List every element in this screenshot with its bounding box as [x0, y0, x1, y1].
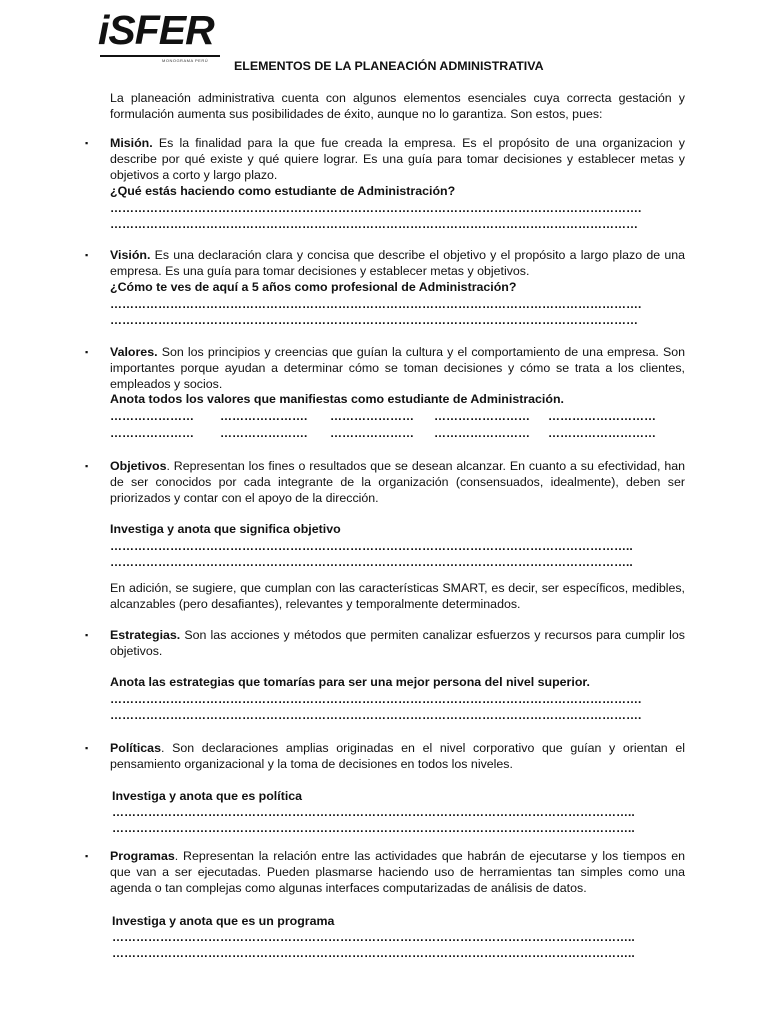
vision-description: Es una declaración clara y concisa que describe el objetivo y el propósito a largo plazo de una empresa. Es una guía para tomar decisiones y establecer metas y objetivos. [110, 248, 685, 278]
politicas-answer-line-2: ………………………………………………………………………………………………………………….. [112, 821, 635, 835]
valores-blank: …………………. [220, 426, 308, 440]
bullet-programas: ▪ [85, 851, 89, 861]
valores-question: Anota todos los valores que manifiestas como estudiante de Administración. [110, 392, 564, 406]
programas-description: . Representan la relación entre las actividades que habrán de ejecutarse y los tiempos en que van a ser ejecutadas. Pueden plasmarse haciendo uso de herramientas tan simples como una agenda o tan complejas como algunas interfaces computarizadas de análisis de datos. [110, 849, 685, 895]
logo-wordmark: iSFER [98, 7, 214, 53]
section-valores [110, 344, 685, 392]
valores-blank: ……………………… [548, 409, 656, 423]
valores-description: Son los principios y creencias que guían la cultura y el comportamiento de una empresa. Son importantes porque ayudan a determinar cómo se toman decisiones y cómo se trata a los clientes, empleados y socios. [110, 345, 685, 391]
document-title: ELEMENTOS DE LA PLANEACIÓN ADMINISTRATIVA [234, 59, 544, 73]
programas-question: Investiga y anota que es un programa [112, 914, 335, 928]
estrategias-answer-line-2: ……………………………………………………………………………………………………………………. [110, 708, 642, 722]
valores-blank: …………………… [434, 409, 530, 423]
bullet-mision: ▪ [85, 138, 89, 148]
objetivos-term: Objetivos [110, 459, 167, 473]
valores-blank: …………………… [434, 426, 530, 440]
mision-answer-line-2: …………………………………………………………………………………………………………………… [110, 217, 638, 231]
section-objetivos [110, 458, 685, 506]
mision-answer-line-1: ……………………………………………………………………………………………………………………. [110, 201, 642, 215]
politicas-term: Políticas [110, 741, 161, 755]
objetivos-description: . Representan los fines o resultados que se desean alcanzar. En cuanto a su efectividad, han de ser conocidos por cada integrante de la organización (consensuados, idealmente), deben ser priorizados y contar con el apoyo de la dirección. [110, 459, 685, 505]
vision-answer-line-1: ……………………………………………………………………………………………………………………. [110, 297, 642, 311]
politicas-description: . Son declaraciones amplias originadas en el nivel corporativo que guían y orientan el pensamiento organizacional y la toma de decisiones en todos los niveles. [110, 741, 685, 771]
mision-description: Es la finalidad para la que fue creada la empresa. Es el propósito de una organizacion y describe por qué existe y qué quiere lograr. Es una guía para tomar decisiones y establecer metas y objetivos a corto y largo plazo. [110, 136, 685, 182]
objetivos-question: Investiga y anota que significa objetivo [110, 522, 341, 536]
estrategias-question: Anota las estrategias que tomarías para ser una mejor persona del nivel superior. [110, 675, 590, 689]
valores-blank: ………………… [110, 426, 194, 440]
vision-term: Visión. [110, 248, 151, 262]
politicas-question: Investiga y anota que es política [112, 789, 303, 803]
valores-blank: ………………… [330, 426, 414, 440]
valores-blank: ………………… [330, 409, 414, 423]
programas-answer-line-2: ………………………………………………………………………………………………………………….. [112, 946, 635, 960]
estrategias-term: Estrategias. [110, 628, 181, 642]
mision-question: ¿Qué estás haciendo como estudiante de Administración? [110, 184, 456, 198]
section-mision [110, 135, 685, 183]
logo-underline [100, 55, 220, 57]
valores-blank: ………………… [110, 409, 194, 423]
programas-answer-line-1: ………………………………………………………………………………………………………………….. [112, 930, 635, 944]
politicas-answer-line-1: ………………………………………………………………………………………………………………….. [112, 805, 635, 819]
bullet-vision: ▪ [85, 250, 89, 260]
valores-term: Valores. [110, 345, 158, 359]
vision-answer-line-2: …………………………………………………………………………………………………………………… [110, 313, 638, 327]
section-vision [110, 247, 685, 279]
objetivos-answer-line-2: ………………………………………………………………………………………………………………….. [110, 555, 633, 569]
intro-paragraph: La planeación administrativa cuenta con algunos elementos esenciales cuya correcta gestación y formulación aumenta sus posibilidades de éxito, aunque no lo garantiza. Son estos, pues: [110, 91, 685, 121]
bullet-estrategias: ▪ [85, 630, 89, 640]
estrategias-answer-line-1: ……………………………………………………………………………………………………………………. [110, 692, 642, 706]
estrategias-description: Son las acciones y métodos que permiten canalizar esfuerzos y recursos para cumplir los objetivos. [110, 628, 685, 658]
isfer-logo [98, 7, 222, 63]
bullet-valores: ▪ [85, 347, 89, 357]
objetivos-smart-note: En adición, se sugiere, que cumplan con las características SMART, es decir, ser específicos, medibles, alcanzables (pero desafiantes), relevantes y temporalmente determinados. [110, 581, 685, 611]
section-politicas [110, 740, 685, 772]
bullet-politicas: ▪ [85, 743, 89, 753]
valores-blank: …………………. [220, 409, 308, 423]
valores-blank: ……………………… [548, 426, 656, 440]
programas-term: Programas [110, 849, 175, 863]
mision-term: Misión. [110, 136, 153, 150]
bullet-objetivos: ▪ [85, 461, 89, 471]
logo-tagline: MONOGRAMA PERÚ [162, 58, 209, 63]
vision-question: ¿Cómo te ves de aquí a 5 años como profesional de Administración? [110, 280, 517, 294]
section-programas [110, 848, 685, 896]
section-estrategias [110, 627, 685, 659]
objetivos-answer-line-1: ………………………………………………………………………………………………………………….. [110, 539, 633, 553]
